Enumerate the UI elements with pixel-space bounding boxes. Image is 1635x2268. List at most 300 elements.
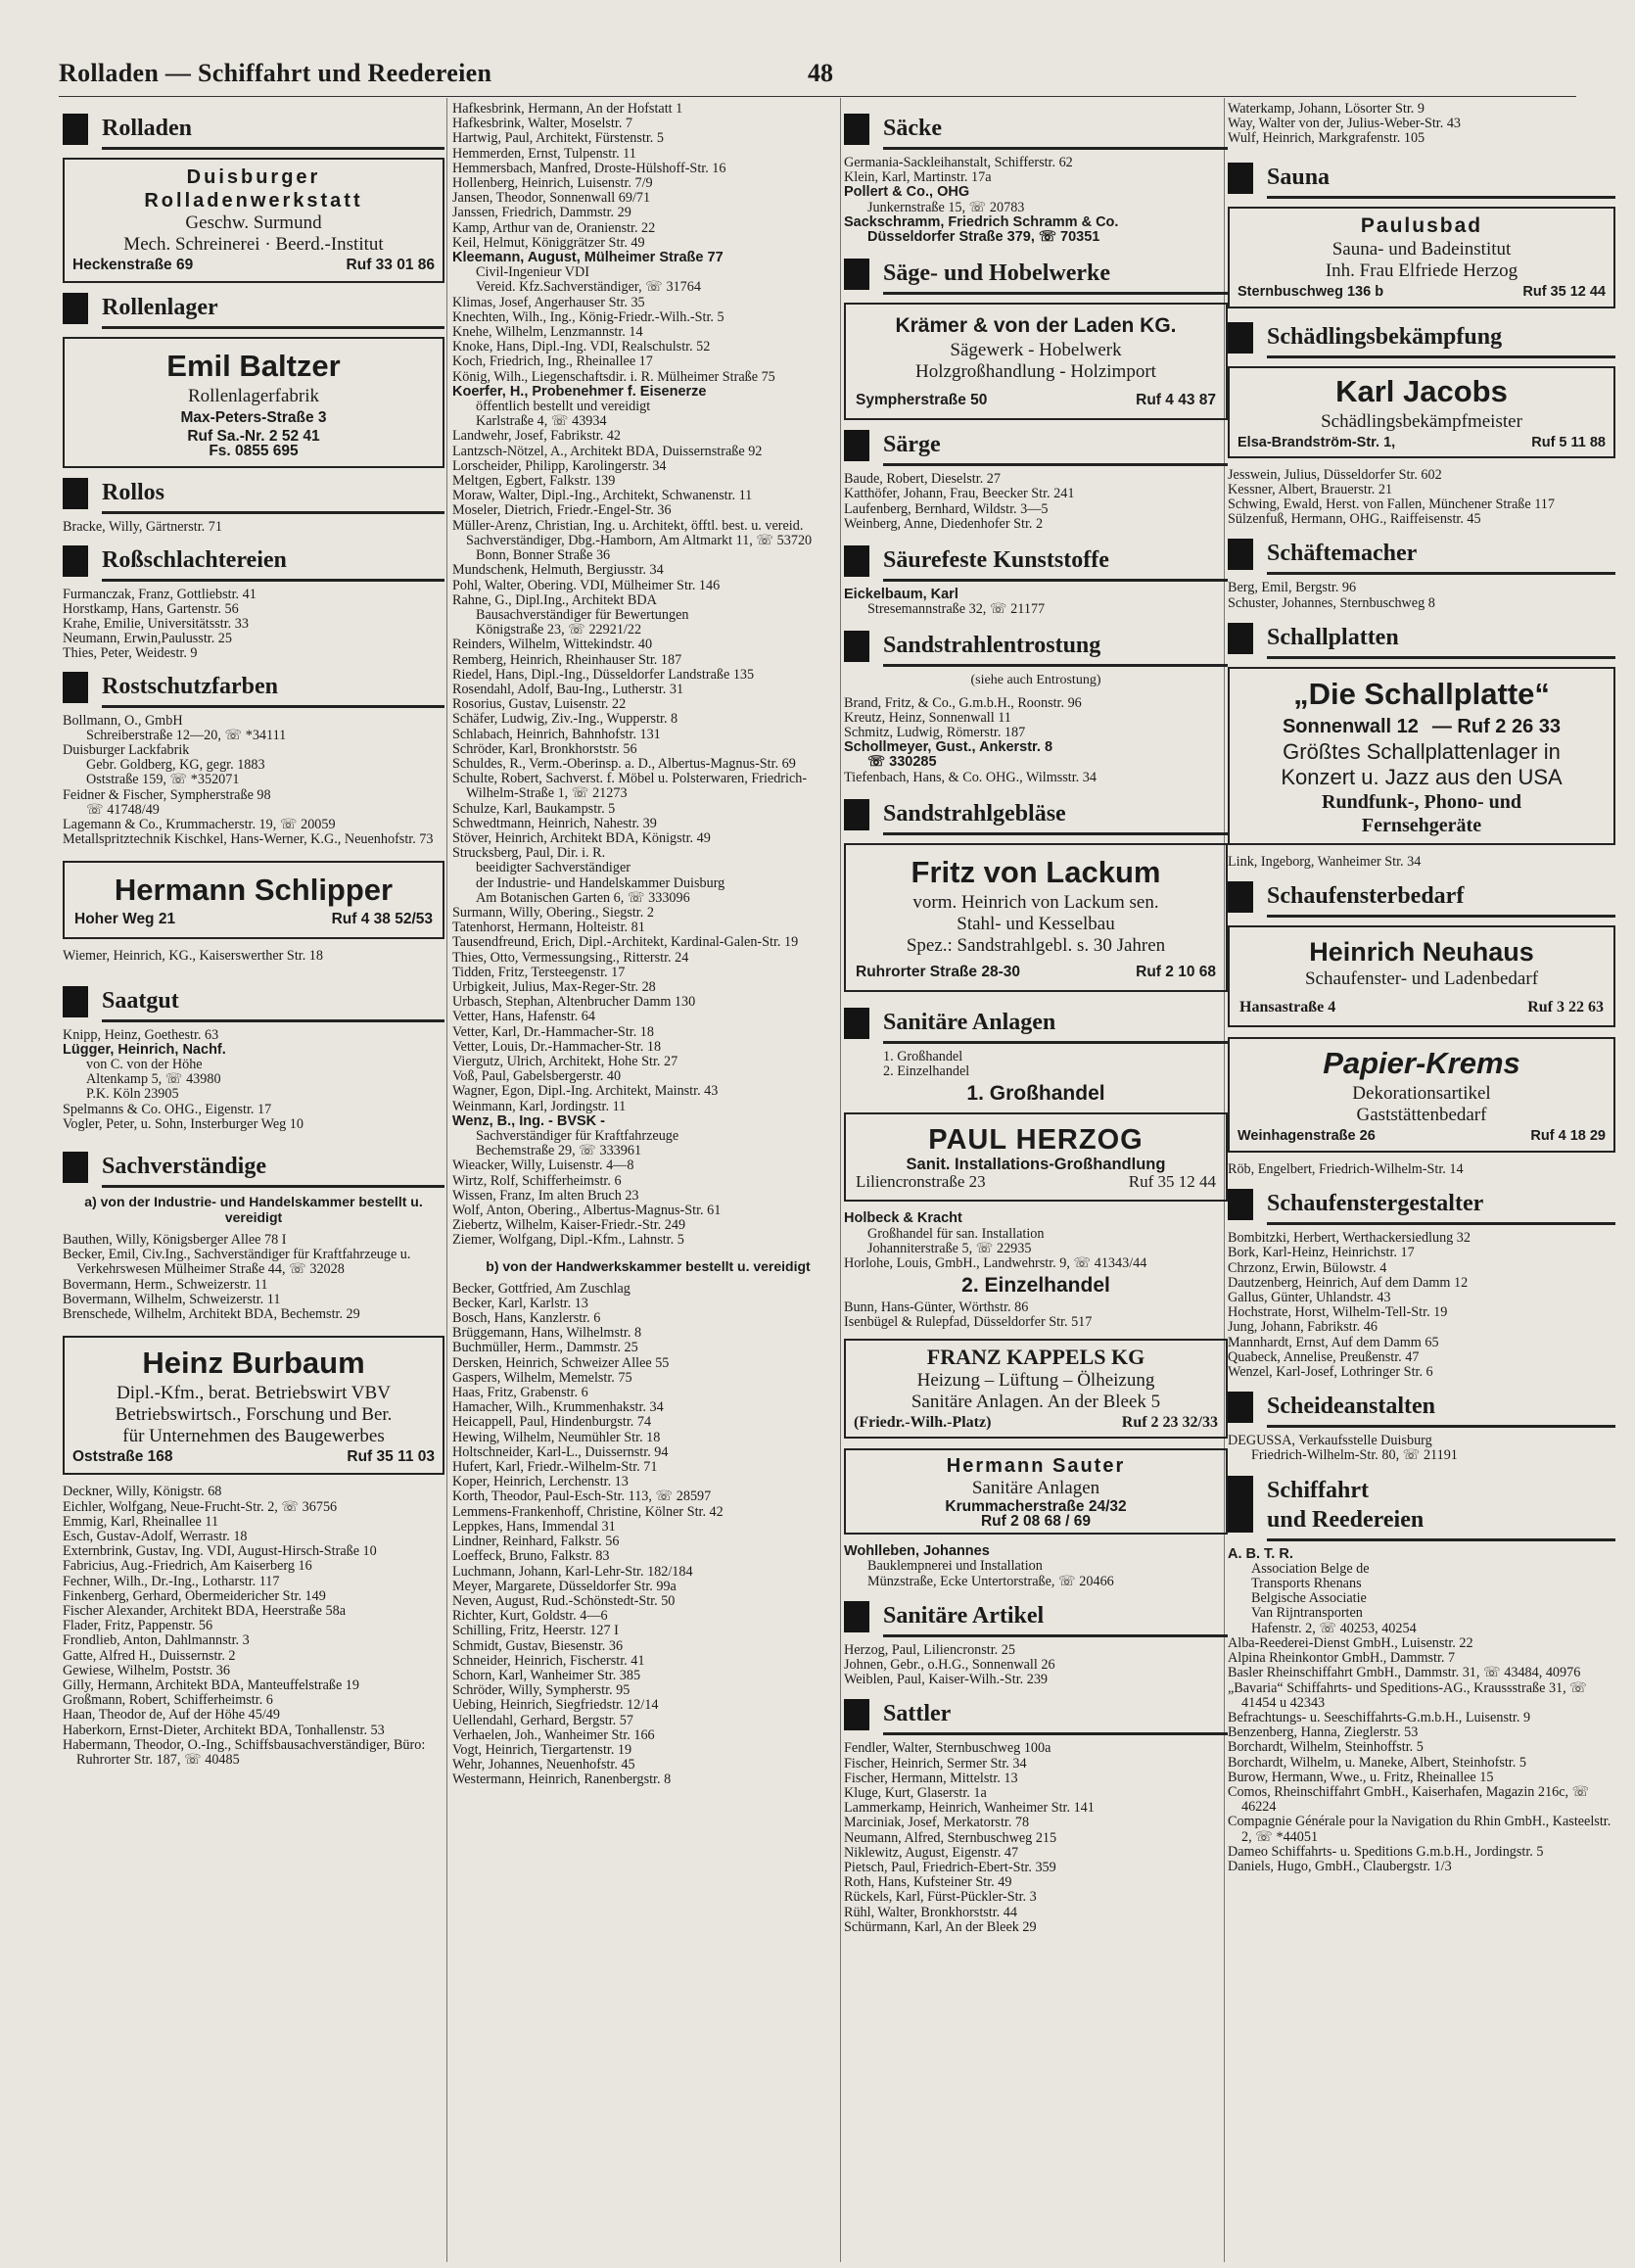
section-heading [63,1152,444,1188]
section-title: Schiffahrt [1267,1477,1369,1503]
advert-address: Sternbuschweg 136 b [1238,283,1384,300]
listing-entry: Westermann, Heinrich, Ranenbergstr. 8 [452,1772,672,1788]
listing-entry: Moseler, Dietrich, Friedr.-Engel-Str. 36 [452,502,672,519]
advert-text: Holzgroßhandlung - Holzimport [915,361,1156,383]
column-divider [446,98,447,2262]
advert-address: Elsa-Brandström-Str. 1, [1238,434,1396,450]
section-heading [63,478,444,514]
listing-entry: Fischer, Hermann, Mittelstr. 13 [844,1770,1018,1786]
heading-marker [1228,1189,1253,1220]
section-heading [1228,163,1615,199]
listing-entry: Surmann, Willy, Obering., Siegstr. 2 [452,904,654,921]
listing-entry: Dautzenberg, Heinrich, Auf dem Damm 12 [1228,1274,1469,1291]
listing-entry: Quabeck, Annelise, Preußenstr. 47 [1228,1348,1420,1365]
advert-phone: Ruf 4 18 29 [1530,1128,1606,1145]
advert-text: Dekorationsartikel [1352,1083,1491,1105]
section-heading [844,1699,1228,1735]
advert-phone: Ruf 2 10 68 [1136,963,1216,980]
listing-entry: Bombitzki, Herbert, Werthackersiedlung 32 [1228,1230,1471,1247]
listing-entry: Thies, Peter, Weidestr. 9 [63,645,198,662]
advert-box [1228,1037,1615,1153]
listing-entry: Haas, Fritz, Grabenstr. 6 [452,1385,588,1401]
listing-entry: Vereid. Kfz.Sachverständiger, ☏ 31764 [476,279,701,296]
listing-entry: Röb, Engelbert, Friedrich-Wilhelm-Str. 14 [1228,1161,1464,1178]
advert-box [844,1339,1228,1439]
advert-box [63,158,444,283]
section-heading [1228,322,1615,358]
advert-text: Ruf 2 08 68 / 69 [980,1512,1091,1530]
listing-entry: Leppkes, Hans, Immendal 31 [452,1518,616,1535]
section-heading [63,114,444,150]
advert-box [844,303,1228,420]
heading-marker [844,430,869,461]
listing-entry: Friedrich-Wilhelm-Str. 80, ☏ 21191 [1251,1447,1458,1464]
advert-phone: Ruf 2 23 32/33 [1121,1413,1218,1431]
listing-entry: Knipp, Heinz, Goethestr. 63 [63,1026,219,1043]
advert-name: Fritz von Lackum [911,854,1161,889]
listing-entry: P.K. Köln 23905 [86,1086,179,1103]
advert-address: Heckenstraße 69 [72,257,194,273]
listing-entry: Bovermann, Herm., Schweizerstr. 11 [63,1276,268,1293]
listing-entry: Koerfer, H., Probenehmer f. Eisenerze [452,383,707,400]
listing-entry: Feidner & Fischer, Sympherstraße 98 [63,786,271,803]
listing-entry: Holbeck & Kracht [844,1210,962,1227]
listing-entry: Becker, Karl, Karlstr. 13 [452,1295,588,1311]
advert-address: (Friedr.-Wilh.-Platz) [854,1413,992,1431]
section-heading [63,293,444,329]
listing-entry: Borchardt, Wilhelm, u. Maneke, Albert, Steinhofstr. 5 [1228,1754,1526,1771]
listing-entry: Korth, Theodor, Paul-Esch-Str. 113, ☏ 28597 [452,1488,712,1505]
section-heading [1228,623,1615,659]
listing-entry: Richter, Kurt, Goldstr. 4—6 [452,1608,608,1625]
listing-entry: Hafkesbrink, Walter, Moselstr. 7 [452,116,633,132]
advert-name: „Die Schallplatte“ [1293,676,1550,711]
listing-entry: Wenzel, Karl-Josef, Lothringer Str. 6 [1228,1364,1433,1381]
listing-entry: Roth, Hans, Kufsteiner Str. 49 [844,1874,1012,1891]
advert-phone: Ruf 35 12 44 [1128,1172,1216,1192]
advert-text: Inh. Frau Elfriede Herzog [1325,260,1518,281]
listing-entry: Brand, Fritz, & Co., G.m.b.H., Roonstr. 96 [844,694,1082,711]
listing-entry: Finkenberg, Gerhard, Obermeidericher Str. 149 [63,1587,326,1604]
column-2 [452,102,844,2261]
listing-entry: Knehe, Wilhelm, Lenzmannstr. 14 [452,324,643,341]
listing-entry: Schorn, Karl, Wanheimer Str. 385 [452,1667,641,1683]
listing-entry: Baude, Robert, Dieselstr. 27 [844,471,1001,488]
listing-entry: König, Wilh., Liegenschaftsdir. i. R. Mülheimer Straße 75 [452,368,775,385]
listing-entry: Jesswein, Julius, Düsseldorfer Str. 602 [1228,466,1442,483]
section-heading [63,672,444,708]
listing-entry: Tidden, Fritz, Tersteegenstr. 17 [452,964,626,980]
listing-entry: Düsseldorfer Straße 379, ☏ 70351 [867,229,1100,246]
listing-entry: Civil-Ingenieur VDI [476,264,589,281]
advert-name: PAUL HERZOG [928,1124,1144,1157]
listing-entry: Schwedtmann, Heinrich, Nahestr. 39 [452,815,657,831]
advert-box [63,1336,444,1475]
listing-entry: Schröder, Willy, Sympherstr. 95 [452,1682,631,1699]
subsection-title: 1. Großhandel [966,1082,1105,1106]
listing-entry: Uellendahl, Gerhard, Bergstr. 57 [452,1712,633,1728]
advert-text: Mech. Schreinerei · Beerd.-Institut [123,234,384,255]
listing-entry: Krahe, Emilie, Universitätsstr. 33 [63,616,249,633]
heading-marker [1228,1476,1253,1533]
listing-entry: Bauklempnerei und Installation [867,1558,1043,1575]
advert-text: Sägewerk - Hobelwerk [950,340,1122,361]
listing-entry: Vetter, Hans, Hafenstr. 64 [452,1009,595,1025]
heading-marker [1228,881,1253,913]
advert-text: Spez.: Sandstrahlgebl. s. 30 Jahren [906,934,1166,956]
listing-entry: Buchmüller, Herm., Dammstr. 25 [452,1340,638,1356]
advert-box [1228,667,1615,845]
listing-entry: Großhandel für san. Installation [867,1225,1045,1242]
listing-entry: Hartwig, Paul, Architekt, Fürstenstr. 5 [452,130,664,147]
listing-entry: Fendler, Walter, Sternbuschweg 100a [844,1740,1051,1757]
listing-entry: Katthöfer, Johann, Frau, Beecker Str. 241 [844,486,1075,502]
listing-entry: Am Botanischen Garten 6, ☏ 333096 [476,889,690,906]
heading-marker [844,1008,869,1039]
listing-entry: Waterkamp, Johann, Lösorter Str. 9 [1228,102,1425,117]
listing-entry: Ziebertz, Wilhelm, Kaiser-Friedr.-Str. 249 [452,1217,686,1234]
listing-entry: Koch, Friedrich, Ing., Rheinallee 17 [452,354,653,370]
heading-marker [63,986,88,1017]
listing-entry: Burow, Hermann, Wwe., u. Fritz, Rheinallee 15 [1228,1769,1494,1785]
listing-entry: Schäfer, Ludwig, Ziv.-Ing., Wupperstr. 8 [452,711,678,728]
listing-entry: Tiefenbach, Hans, & Co. OHG., Wilmsstr. 34 [844,769,1097,785]
section-heading [844,631,1228,667]
listing-entry: Jansen, Theodor, Sonnenwall 69/71 [452,190,651,207]
advert-name: Karl Jacobs [1335,373,1508,408]
listing-entry: Thies, Otto, Vermessungsing., Ritterstr. 24 [452,949,689,966]
listing-entry: Weiblen, Paul, Kaiser-Wilh.-Str. 239 [844,1672,1049,1688]
listing-entry: Hafkesbrink, Hermann, An der Hofstatt 1 [452,102,683,117]
listing-entry: Bauthen, Willy, Königsberger Allee 78 I [63,1232,287,1249]
listing-entry: Reinders, Wilhelm, Wittekindstr. 40 [452,637,653,653]
listing-entry: Becker, Emil, Civ.Ing., Sachverständiger für Kraftfahrzeuge u. Verkehrswesen Mülheimer Straße 44, ☏ 32028 [63,1247,411,1278]
listing-entry: Weinmann, Karl, Jordingstr. 11 [452,1098,627,1114]
advert-phone: Ruf 35 12 44 [1522,283,1606,300]
listing-entry: Sachverständiger für Kraftfahrzeuge [476,1128,679,1145]
listing-entry: Schwing, Ewald, Herst. von Fallen, Münchener Straße 117 [1228,496,1555,513]
section-heading [1228,1392,1615,1428]
advert-text: Fs. 0855 695 [209,443,299,460]
listing-entry: Wolf, Anton, Obering., Albertus-Magnus-Str. 61 [452,1203,722,1219]
listing-entry: Haberkorn, Ernst-Dieter, Architekt BDA, Tonhallenstr. 53 [63,1722,385,1738]
advert-box [844,843,1228,992]
listing-entry: Hochstrate, Horst, Wilhelm-Tell-Str. 19 [1228,1304,1448,1321]
listing-entry: Lammerkamp, Heinrich, Wanheimer Str. 141 [844,1800,1095,1817]
listing-entry: Bosch, Hans, Kanzlerstr. 6 [452,1310,601,1327]
subsection-note: b) von der Handwerkskammer bestellt u. vereidigt [486,1257,811,1274]
advert-text: Fernsehgeräte [1361,814,1482,836]
listing-entry: Knoke, Hans, Dipl.-Ing. VDI, Realschulstr. 52 [452,339,711,355]
heading-marker [1228,539,1253,570]
listing-entry: Bovermann, Wilhelm, Schweizerstr. 11 [63,1291,281,1307]
listing-entry: Verhaelen, Joh., Wanheimer Str. 166 [452,1726,655,1743]
advert-text: Sauna- und Badeinstitut [1331,238,1512,260]
section-title: Särge [883,432,941,458]
section-title: Scheideanstalten [1267,1394,1436,1420]
section-title: Sachverständige [102,1154,266,1180]
advert-address: Hansastraße 4 [1239,999,1336,1016]
listing-entry: Neumann, Erwin,Paulusstr. 25 [63,631,232,647]
listing-entry: Chrzonz, Erwin, Bülowstr. 4 [1228,1259,1387,1276]
section-title: Sandstrahlgebläse [883,800,1066,827]
listing-entry: Gallus, Günter, Uhlandstr. 43 [1228,1290,1391,1306]
listing-entry: der Industrie- und Handelskammer Duisburg [476,874,725,891]
advert-name: Paulusbad [1360,213,1483,237]
page-number: 48 [808,59,833,87]
section-heading [844,799,1228,835]
listing-entry: Schlabach, Heinrich, Bahnhofstr. 131 [452,726,661,742]
listing-entry: Bork, Karl-Heinz, Heinrichstr. 17 [1228,1245,1415,1261]
listing-entry: Niklewitz, August, Eigenstr. 47 [844,1844,1019,1861]
advert-name: Heinrich Neuhaus [1309,937,1534,968]
listing-entry: Holtschneider, Karl-L., Duissernstr. 94 [452,1443,669,1460]
advert-box [63,861,444,939]
listing-entry: Rückels, Karl, Fürst-Pückler-Str. 3 [844,1889,1037,1906]
advert-address: Oststraße 168 [72,1448,173,1466]
listing-entry: Schmidt, Gustav, Biesenstr. 36 [452,1637,624,1654]
listing-entry: Gebr. Goldberg, KG, gegr. 1883 [86,757,265,774]
section-note: (siehe auch Entrostung) [970,673,1101,688]
listing-entry: Riedel, Hans, Dipl.-Ing., Düsseldorfer Landstraße 135 [452,666,755,683]
advert-name: Krämer & von der Laden KG. [895,314,1177,338]
listing-entry: Brenschede, Wilhelm, Architekt BDA, Bechemstr. 29 [63,1306,360,1323]
advert-text: Heizung – Lüftung – Ölheizung [916,1369,1155,1391]
listing-entry: Gatte, Alfred H., Duissernstr. 2 [63,1647,236,1664]
section-title: Sanitäre Artikel [883,1602,1045,1629]
listing-entry: Wirtz, Rolf, Schifferheimstr. 6 [452,1172,622,1189]
listing-entry: Luchmann, Johann, Karl-Lehr-Str. 182/184 [452,1563,693,1580]
listing-entry: Königstraße 23, ☏ 22921/22 [476,622,642,638]
advert-text: Duisburger [186,166,321,188]
listing-entry: Lügger, Heinrich, Nachf. [63,1041,226,1058]
heading-marker [63,545,88,577]
listing-entry: Lantzsch-Nötzel, A., Architekt BDA, Duissernstraße 92 [452,443,763,459]
listing-entry: Wulf, Heinrich, Markgrafenstr. 105 [1228,130,1425,147]
listing-entry: Johanniterstraße 5, ☏ 22935 [867,1240,1032,1256]
listing-entry: Karlstraße 4, ☏ 43934 [476,413,607,430]
listing-entry: Wagner, Egon, Dipl.-Ing. Architekt, Mainstr. 43 [452,1083,719,1100]
advert-box [1228,207,1615,308]
listing-entry: Flader, Fritz, Pappenstr. 56 [63,1618,213,1634]
listing-entry: Loeffeck, Bruno, Falkstr. 83 [452,1548,610,1565]
listing-entry: Benzenberg, Hanna, Zieglerstr. 53 [1228,1725,1419,1741]
listing-entry: Lemmens-Frankenhoff, Christine, Kölner Str. 42 [452,1503,724,1520]
listing-entry: Rosendahl, Adolf, Bau-Ing., Lutherstr. 31 [452,681,684,697]
listing-entry: Schneider, Heinrich, Fischerstr. 41 [452,1652,645,1669]
listing-entry: Eickelbaum, Karl [844,587,958,603]
listing-entry: DEGUSSA, Verkaufsstelle Duisburg [1228,1433,1432,1449]
listing-entry: Meyer, Margarete, Düsseldorfer Str. 99a [452,1578,677,1594]
section-title: Rolladen [102,116,193,141]
section-heading [63,545,444,582]
listing-entry: Emmig, Karl, Rheinallee 11 [63,1513,219,1530]
listing-entry: Schuldes, R., Verm.-Oberinsp. a. D., Albertus-Magnus-Str. 69 [452,755,796,772]
listing-entry: 2. Einzelhandel [883,1063,970,1080]
listing-entry: Hafenstr. 2, ☏ 40253, 40254 [1251,1620,1417,1636]
listing-entry: Daniels, Hugo, GmbH., Claubergstr. 1/3 [1228,1858,1452,1874]
advert-text: Rollenlagerfabrik [187,386,319,406]
advert-text: Betriebswirtsch., Forschung und Ber. [115,1404,393,1426]
section-heading [1228,1476,1615,1541]
listing-entry: Rosorius, Gustav, Luisenstr. 22 [452,696,627,713]
advert-phone: Ruf 3 22 63 [1527,999,1604,1016]
subsection-note: a) von der Industrie- und Handelskammer bestellt u. vereidigt [84,1194,423,1226]
listing-entry: Isenbügel & Rulepfad, Düsseldorfer Str. 517 [844,1314,1093,1331]
page-title: Rolladen — Schiffahrt und Reedereien [59,59,492,87]
listing-entry: Hemmersbach, Manfred, Droste-Hülshoff-Str. 16 [452,160,726,176]
listing-entry: Dameo Schiffahrts- u. Speditions G.m.b.H., Jordingstr. 5 [1228,1843,1544,1860]
listing-entry: Compagnie Générale pour la Navigation du Rhin GmbH., Kasteelstr. 2, ☏ *44051 [1228,1814,1612,1845]
listing-entry: Uebing, Heinrich, Siegfriedstr. 12/14 [452,1697,659,1714]
advert-text: Sanit. Installations-Großhandlung [906,1156,1166,1174]
advert-text: für Unternehmen des Baugewerbes [122,1426,385,1447]
listing-entry: Vogt, Heinrich, Tiergartenstr. 19 [452,1741,632,1758]
heading-marker [63,114,88,145]
listing-entry: Rühl, Walter, Bronkhorststr. 44 [844,1904,1017,1920]
heading-marker [844,1601,869,1632]
advert-text: Schaufenster- und Ladenbedarf [1304,969,1539,990]
listing-entry: Wenz, B., Ing. - BVSK - [452,1112,606,1129]
listing-entry: Berg, Emil, Bergstr. 96 [1228,580,1357,596]
listing-entry: Stöver, Heinrich, Architekt BDA, Königstr. 49 [452,829,711,846]
listing-entry: Schmitz, Ludwig, Römerstr. 187 [844,725,1026,741]
listing-entry: Junkernstraße 15, ☏ 20783 [867,199,1025,215]
section-title: Schädlingsbekämpfung [1267,323,1503,350]
listing-entry: Schilling, Fritz, Heerstr. 127 I [452,1623,619,1639]
listing-entry: Lindner, Reinhard, Falkstr. 56 [452,1534,620,1550]
advert-box [1228,925,1615,1027]
listing-entry: Habermann, Theodor, O.-Ing., Schiffsbausachverständiger, Büro: Ruhrorter Str. 187, ☏ 40485 [63,1736,426,1768]
listing-entry: Bracke, Willy, Gärtnerstr. 71 [63,519,222,536]
advert-name: Hermann Sauter [946,1454,1126,1477]
listing-entry: Großmann, Robert, Schifferheimstr. 6 [63,1692,273,1709]
listing-entry: Way, Walter von der, Julius-Weber-Str. 43 [1228,116,1462,132]
advert-text: Rolladenwerkstatt [144,190,363,212]
listing-entry: Eichler, Wolfgang, Neue-Frucht-Str. 2, ☏ 36756 [63,1498,338,1515]
listing-entry: Landwehr, Josef, Fabrikstr. 42 [452,428,622,445]
advert-address: Liliencronstraße 23 [856,1172,986,1192]
listing-entry: Keil, Helmut, Königgrätzer Str. 49 [452,234,645,251]
listing-entry: Metallspritztechnik Kischkel, Hans-Werner, K.G., Neuenhofstr. 73 [63,831,434,848]
listing-entry: Fechner, Wilh., Dr.-Ing., Lotharstr. 117 [63,1573,280,1589]
listing-entry: Neumann, Alfred, Sternbuschweg 215 [844,1829,1057,1846]
section-heading [1228,881,1615,918]
section-heading [844,259,1228,295]
listing-entry: Vogler, Peter, u. Sohn, Insterburger Weg 10 [63,1115,304,1132]
listing-entry: Basler Rheinschiffahrt GmbH., Dammstr. 31, ☏ 43484, 40976 [1228,1665,1581,1681]
section-heading [1228,1189,1615,1225]
section-title: und Reedereien [1267,1506,1425,1533]
listing-entry: Tausendfreund, Erich, Dipl.-Architekt, Kardinal-Galen-Str. 19 [452,934,799,951]
listing-entry: Alpina Rheinkontor GmbH., Dammstr. 7 [1228,1650,1456,1667]
heading-marker [844,799,869,830]
listing-entry: Urbigkeit, Julius, Max-Reger-Str. 28 [452,978,656,995]
heading-marker [844,545,869,577]
section-title: Rollenlager [102,295,218,320]
listing-entry: Herzog, Paul, Liliencronstr. 25 [844,1641,1015,1658]
listing-entry: Comos, Rheinschiffahrt GmbH., Kaiserhafen, Magazin 216c, ☏ 46224 [1228,1783,1590,1816]
section-title: Schäftemacher [1267,541,1418,567]
advert-text: Rundfunk-, Phono- und [1322,790,1521,813]
listing-entry: Wissen, Franz, Im alten Bruch 23 [452,1187,639,1204]
heading-marker [63,293,88,324]
advert-text: Gaststättenbedarf [1356,1105,1487,1126]
listing-entry: Sülzenfuß, Hermann, OHG., Raiffeisenstr. 45 [1228,511,1481,528]
listing-entry: Strucksberg, Paul, Dir. i. R. [452,845,606,862]
listing-entry: Müller-Arenz, Christian, Ing. u. Architekt, öfftl. best. u. vereid. Sachverständiger, Dbg.-Hamborn, Am Altmarkt 11, ☏ 53720 [452,517,813,548]
advert-text: Max-Peters-Straße 3 [180,409,327,426]
advert-phone: Ruf 35 11 03 [347,1448,435,1466]
advert-box [63,337,444,468]
listing-entry: Vetter, Karl, Dr.-Hammacher-Str. 18 [452,1023,654,1040]
listing-entry: Pietsch, Paul, Friedrich-Ebert-Str. 359 [844,1859,1056,1875]
heading-marker [63,478,88,509]
listing-entry: Dersken, Heinrich, Schweizer Allee 55 [452,1354,670,1371]
listing-entry: Kluge, Kurt, Glaserstr. 1a [844,1784,987,1801]
listing-entry: ☏ 41748/49 [86,801,160,818]
listing-entry: Klimas, Josef, Angerhauser Str. 35 [452,294,645,310]
listing-entry: Pollert & Co., OHG [844,184,970,201]
advert-text: Dipl.-Kfm., berat. Betriebswirt VBV [117,1383,391,1404]
column-1 [63,104,444,2263]
listing-entry: Altenkamp 5, ☏ 43980 [86,1071,221,1088]
listing-entry: Wehr, Johannes, Neuenhofstr. 45 [452,1757,635,1773]
advert-name: Hermann Schlipper [114,873,394,908]
listing-entry: Schreiberstraße 12—20, ☏ *34111 [86,727,287,743]
section-title: Saatgut [102,987,179,1014]
listing-entry: Jung, Johann, Fabrikstr. 46 [1228,1319,1378,1336]
advert-name: Heinz Burbaum [142,1346,365,1381]
listing-entry: Belgische Associatie [1251,1590,1367,1607]
listing-entry: Hamacher, Wilh., Krummenhakstr. 34 [452,1399,664,1416]
advert-name: Emil Baltzer [166,349,341,383]
listing-entry: Schollmeyer, Gust., Ankerstr. 8 [844,739,1053,756]
listing-entry: Schröder, Karl, Bronkhorststr. 56 [452,740,637,757]
listing-entry: Münzstraße, Ecke Untertorstraße, ☏ 20466 [867,1573,1114,1589]
listing-entry: Neven, August, Rud.-Schönstedt-Str. 50 [452,1592,676,1609]
listing-entry: Borchardt, Wilhelm, Steinhoffstr. 5 [1228,1739,1424,1756]
section-title: Säcke [883,116,942,141]
heading-marker [844,631,869,662]
advert-text: Geschw. Surmund [185,213,322,233]
heading-marker [63,1152,88,1183]
listing-entry: von C. von der Höhe [86,1057,203,1073]
column-4 [1228,102,1615,2261]
listing-entry: Tatenhorst, Hermann, Holteistr. 81 [452,920,645,936]
listing-entry: Klein, Karl, Martinstr. 17a [844,169,992,186]
listing-entry: Transports Rhenans [1251,1576,1362,1592]
section-heading [844,1601,1228,1637]
advert-text: vorm. Heinrich von Lackum sen. [912,891,1159,913]
advert-address: Ruhrorter Straße 28-30 [856,963,1020,980]
advert-text: Konzert u. Jazz aus den USA [1281,764,1563,789]
listing-entry: Remberg, Heinrich, Rheinhauser Str. 187 [452,651,682,668]
listing-entry: Link, Ingeborg, Wanheimer Str. 34 [1228,853,1422,870]
advert-phone: — Ruf 2 26 33 [1431,715,1562,737]
section-title: Schaufensterbedarf [1267,883,1465,910]
listing-entry: Voß, Paul, Gabelsbergerstr. 40 [452,1068,622,1085]
advert-text: Stahl- und Kesselbau [957,913,1115,934]
listing-entry: Kleemann, August, Mülheimer Straße 77 [452,250,724,266]
section-title: Roßschlachtereien [102,546,287,573]
listing-entry: Wiemer, Heinrich, KG., Kaiserswerther Str. 18 [63,948,323,965]
heading-marker [1228,623,1253,654]
listing-entry: Schulze, Karl, Baukampstr. 5 [452,800,616,817]
listing-entry: Ziemer, Wolfgang, Dipl.-Kfm., Lahnstr. 5 [452,1232,684,1249]
heading-marker [844,1699,869,1730]
listing-entry: öffentlich bestellt und vereidigt [476,399,651,415]
